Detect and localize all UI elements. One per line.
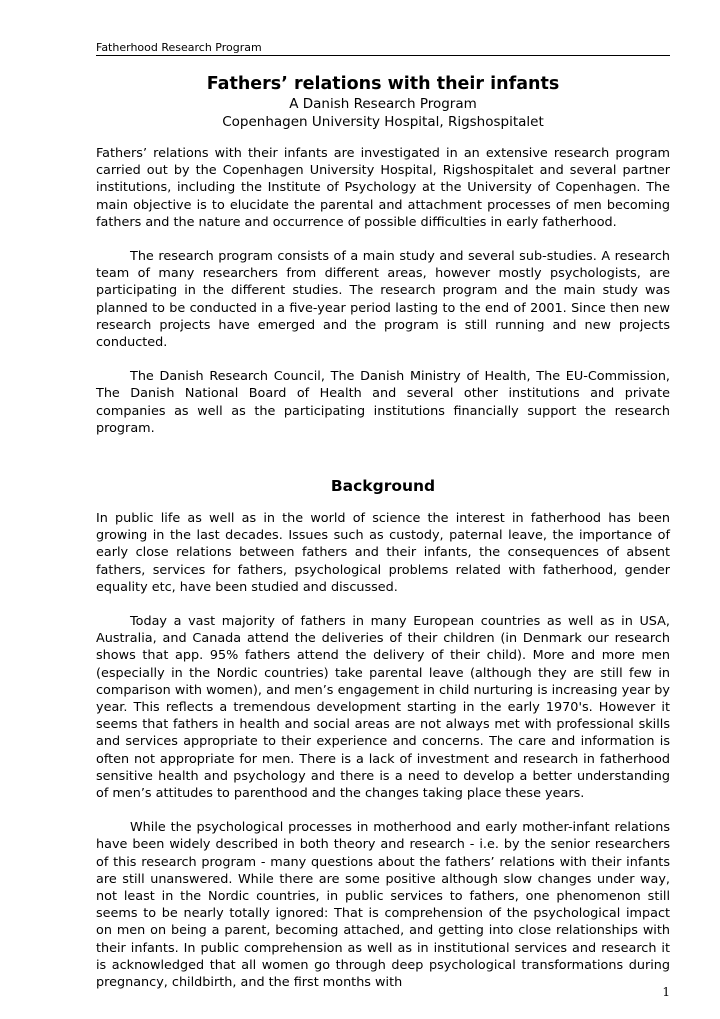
page-number: 1 [662,985,670,999]
running-header: Fatherhood Research Program [96,41,670,56]
document-affiliation: Copenhagen University Hospital, Rigshospitalet [222,114,544,130]
background-paragraph: While the psychological processes in motherhood and early mother-infant relations have been widely described in both theory and research - i.e. by the senior researchers of this research program - many questions about the fathers’ relations with their infants are still unanswered. While there are some positive although slow changes under way, not least in the Nordic countries, in public services to fathers, one phenomenon still seems to be nearly totally ignored: That is comprehension of the psychological impact on men on being a parent, becoming attached, and getting into close relationships with their infants. In public comprehension as well as in institutional services and research it is acknowledged that all women go through deep psychological transformations during pregnancy, childbirth, and the first months with [96,820,670,991]
document-subtitle: A Danish Research Program [289,96,477,112]
intro-paragraph: The Danish Research Council, The Danish Ministry of Health, The EU-Commission, The Danish National Board of Health and several other institutions and private companies as well as the participating institutions financially support the research program. [96,369,670,436]
title-block [96,73,670,131]
intro-paragraph: The research program consists of a main study and several sub-studies. A research team of many researchers from different areas, however mostly psychologists, are participating in the different studies. The research program and the main study was planned to be conducted in a five-year period lasting to the end of 2001. Since then new research projects have emerged and the program is still running and new projects conducted. [96,249,670,351]
background-section [96,510,670,991]
background-paragraph: In public life as well as in the world of science the interest in fatherhood has been growing in the last decades. Issues such as custody, paternal leave, the importance of early close relations between fathers and their infants, the consequences of absent fathers, services for fathers, psychological problems related with fatherhood, gender equality etc, have been studied and discussed. [96,511,670,595]
background-paragraph: Today a vast majority of fathers in many European countries as well as in USA, Australia, and Canada attend the deliveries of their children (in Denmark our research shows that app. 95% fathers attend the delivery of their child). More and more men (especially in the Nordic countries) take parental leave (although they are still few in comparison with women), and men’s engagement in child nurturing is increasing year by year. This reflects a tremendous development starting in the early 1970's. However it seems that fathers in health and social areas are not always met with professional skills and services appropriate to their experience and concerns. The care and information is often not appropriate for men. There is a lack of investment and research in fatherhood sensitive health and psychology and there is a need to develop a better understanding of men’s attitudes to parenthood and the changes taking place these years. [96,614,670,802]
document-title: Fathers’ relations with their infants [206,74,560,94]
intro-section [96,145,670,437]
background-heading: Background [330,477,436,495]
intro-paragraph: Fathers’ relations with their infants are investigated in an extensive research program carried out by the Copenhagen University Hospital, Rigshospitalet and several partner institutions, including the Institute of Psychology at the University of Copenhagen. The main objective is to elucidate the parental and attachment processes of men becoming fathers and the nature and occurrence of possible difficulties in early fatherhood. [96,146,670,230]
